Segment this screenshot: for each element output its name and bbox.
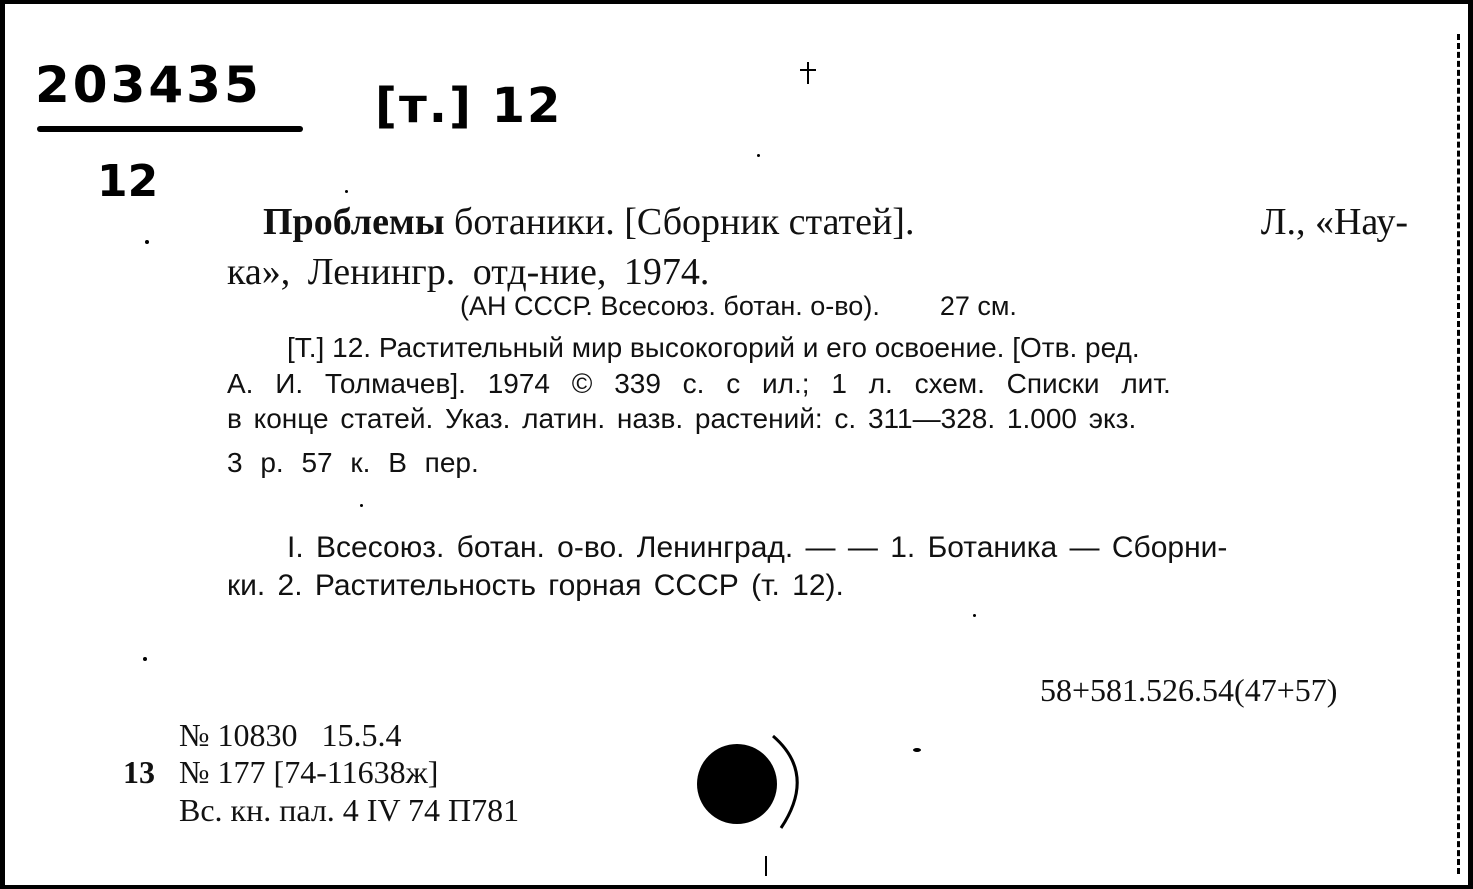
inventory-underline [37,126,303,132]
record-line-2: 13 № 177 [74-11638ж] [123,754,439,790]
title-line-2: ка», Ленингр. отд-ние, 1974. [227,251,710,293]
record-line-1: № 10830 15.5.4 [179,717,402,753]
volume-line-1: [Т.] 12. Растительный мир высокогорий и его освоение. [Отв. ред. [287,332,1140,363]
series-note: (АН СССР. Всесоюз. ботан. о-во). 27 см. [460,291,1017,321]
scan-speck [345,190,348,193]
scan-speck [757,154,760,157]
title-lead-word: Проблемы ботаники. [Сборник статей]. [263,201,915,243]
punch-hole [685,722,825,832]
volume-line-3: в конце статей. Указ. латин. назв. растений: с. 311—328. 1.000 экз. [227,403,1137,434]
shelf-number: 12 [97,156,159,207]
scan-mark [807,62,809,84]
scan-speck [360,504,363,507]
title-line-1 [263,200,1408,244]
call-mark: [т.] 12 [375,78,563,134]
subject-line-2: ки. 2. Растительность горная СССР (т. 12). [227,569,844,602]
volume-line-2: А. И. Толмачев]. 1974 © 339 с. с ил.; 1 л. схем. Списки лит. [227,368,1171,399]
record-line-3: Вс. кн. пал. 4 IV 74 П781 [179,792,520,828]
title-place: Л., «Нау- [1260,201,1408,243]
volume-line-4: 3 р. 57 к. В пер. [227,447,479,478]
classification-index: 58+581.526.54(47+57) [1040,672,1338,708]
scan-speck [765,856,767,876]
subject-line-1: I. Всесоюз. ботан. о-во. Ленинград. — — 1. Ботаника — Сборни- [287,531,1228,564]
inventory-number: 203435 [35,56,262,114]
scan-speck [145,240,149,244]
scan-speck [973,614,976,617]
card-size: 27 см. [939,291,1017,321]
scan-speck [143,657,147,661]
card-edge [1454,34,1460,874]
scan-speck [913,748,921,752]
